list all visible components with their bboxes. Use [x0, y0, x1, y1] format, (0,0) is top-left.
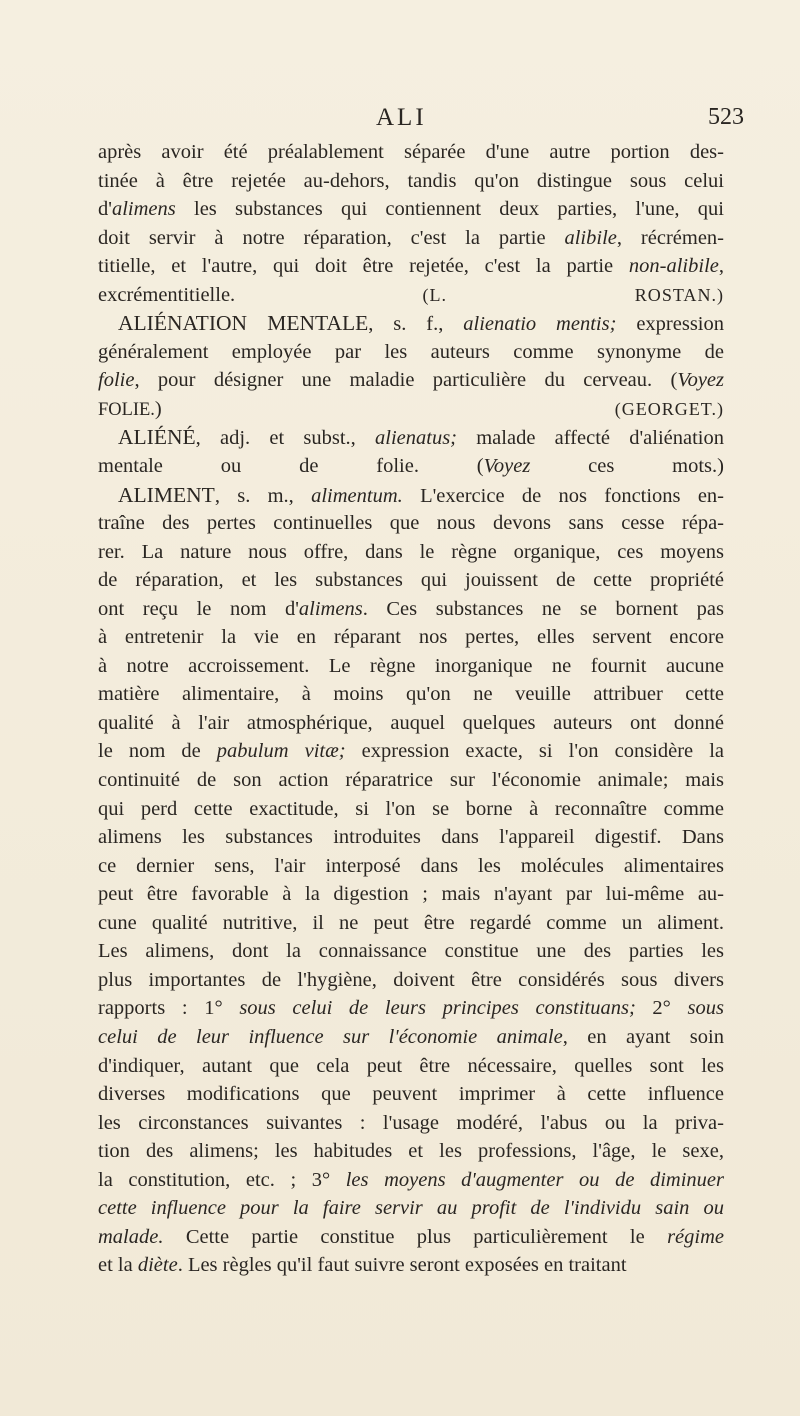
text-line — [98, 1109, 724, 1138]
text-run: titielle, et l'autre, qui doit être rejetée, c'est la partie — [98, 255, 629, 278]
text-line — [98, 224, 724, 253]
text-line — [98, 167, 724, 196]
text-run: expression exacte, si l'on considère la — [345, 740, 725, 763]
text-run: , s. m., — [214, 484, 312, 507]
italic-run: non-alibile — [628, 255, 719, 278]
text-line — [98, 1251, 724, 1280]
italic-run: alienatus; — [375, 427, 458, 450]
text-run: rer. La nature nous offre, dans le règne organique, ces moyens — [98, 540, 724, 563]
text-line — [98, 680, 724, 709]
text-run: à entretenir la vie en réparant nos pertes, elles servent encore — [98, 626, 724, 649]
text-run: expression — [616, 313, 724, 336]
text-line — [98, 766, 724, 795]
text-run: continuité de son action réparatrice sur l'économie animale; mais — [98, 769, 724, 792]
italic-run: celui de leur influence sur l'économie animale — [98, 1025, 563, 1048]
page-number: 523 — [708, 104, 744, 130]
italic-run: régime — [667, 1225, 724, 1248]
text-line — [98, 652, 724, 681]
text-line — [98, 538, 724, 567]
text-run: . Les règles qu'il faut suivre seront exposées en traitant — [177, 1254, 627, 1277]
cross-reference: FOLIE. — [98, 398, 155, 419]
text-run: ) — [154, 397, 615, 420]
text-line — [98, 1166, 724, 1195]
text-line — [98, 852, 724, 881]
text-run: de réparation, et les substances qui jouissent de cette propriété — [98, 569, 724, 592]
text-line — [98, 1223, 724, 1252]
text-line — [98, 309, 724, 338]
italic-run: diète — [137, 1254, 178, 1277]
author-signature: (GEORGET.) — [614, 398, 724, 419]
text-line — [98, 481, 724, 510]
text-line — [98, 1080, 724, 1109]
text-run: malade affecté d'aliénation — [457, 427, 724, 450]
running-head: ALI — [376, 104, 427, 131]
italic-run: alimentum. — [311, 484, 403, 507]
text-line — [98, 937, 724, 966]
text-run: , adj. et subst., — [195, 427, 376, 450]
text-run: à notre accroissement. Le règne inorganique ne fournit aucune — [98, 654, 724, 677]
text-run: , récrémen- — [616, 226, 725, 249]
text-run: peut être favorable à la digestion ; mais n'ayant par lui-même au- — [98, 883, 724, 906]
italic-run: alibile — [564, 226, 617, 249]
italic-run: Voyez — [483, 455, 531, 478]
text-line — [98, 737, 724, 766]
text-line — [98, 423, 724, 452]
text-run: après avoir été préalablement séparée d'une autre portion des- — [98, 141, 724, 163]
text-line — [98, 880, 724, 909]
text-line — [98, 138, 724, 167]
italic-run: sous — [687, 997, 725, 1020]
text-run: les substances qui contiennent deux parties, l'une, qui — [175, 198, 724, 221]
text-line — [98, 623, 724, 652]
text-line — [98, 1194, 724, 1223]
text-run: doit servir à notre réparation, c'est la partie — [98, 226, 565, 249]
text-run: , en ayant soin — [562, 1025, 724, 1048]
italic-run: alimens — [111, 198, 176, 221]
text-run: les circonstances suivantes : l'usage modéré, l'abus ou la priva- — [98, 1111, 724, 1134]
text-line — [98, 566, 724, 595]
text-run: 2° — [635, 997, 688, 1020]
text-run: d'indiquer, autant que cela peut être nécessaire, quelles sont les — [98, 1054, 724, 1077]
text-line — [98, 452, 724, 481]
author-signature: (L. ROSTAN.) — [422, 284, 724, 305]
text-run: qui perd cette exactitude, si l'on se borne à reconnaître comme — [98, 797, 724, 820]
italic-run: sous celui de leurs principes constituans; — [239, 997, 636, 1020]
text-line — [98, 395, 724, 424]
text-run: , — [718, 255, 724, 278]
italic-run: alienatio mentis; — [463, 313, 617, 336]
text-run: plus importantes de l'hygiène, doivent être considérés sous divers — [98, 968, 724, 991]
italic-run: alimens — [298, 597, 363, 620]
text-run: d' — [98, 198, 112, 221]
text-run: Cette partie constitue plus particulièrement le — [163, 1225, 668, 1248]
text-line — [98, 795, 724, 824]
text-run: , pour désigner une maladie particulière du cerveau. ( — [134, 369, 678, 392]
text-run: qualité à l'air atmosphérique, auquel quelques auteurs ont donné — [98, 711, 724, 734]
text-column — [98, 138, 724, 1280]
text-run: alimens les substances introduites dans l'appareil digestif. Dans — [98, 826, 724, 849]
text-run: le nom de — [98, 740, 217, 763]
text-run: Les alimens, dont la connaissance constitue une des parties les — [98, 940, 724, 963]
text-line — [98, 195, 724, 224]
text-line — [98, 909, 724, 938]
text-run: traîne des pertes continuelles que nous devons sans cesse répa- — [98, 512, 724, 535]
entry-headword: ALIMENT — [118, 482, 215, 507]
text-line — [98, 823, 724, 852]
text-run: L'exercice de nos fonctions en- — [402, 484, 724, 507]
text-line — [98, 1137, 724, 1166]
text-line — [98, 994, 724, 1023]
text-line — [98, 1023, 724, 1052]
text-line — [98, 338, 724, 367]
entry-headword: ALIÉNÉ — [118, 425, 196, 450]
italic-run: folie — [98, 369, 135, 392]
text-line — [98, 281, 724, 310]
text-run: mentale ou de folie. ( — [98, 455, 484, 478]
page-header — [0, 98, 800, 138]
entry-headword: ALIÉNATION MENTALE — [118, 311, 369, 336]
italic-run: les moyens d'augmenter ou de diminuer — [345, 1168, 725, 1191]
text-line — [98, 595, 724, 624]
text-run: ces mots.) — [530, 455, 724, 478]
text-run: . Ces substances ne se bornent pas — [362, 597, 724, 620]
text-line — [98, 1052, 724, 1081]
text-run: rapports : 1° — [98, 997, 240, 1020]
text-run: , s. f., — [368, 313, 464, 336]
italic-run: Voyez — [677, 369, 724, 392]
text-run: diverses modifications que peuvent imprimer à cette influence — [98, 1083, 724, 1106]
text-run: généralement employée par les auteurs comme synonyme de — [98, 340, 724, 363]
text-run: tion des alimens; les habitudes et les professions, l'âge, le sexe, — [98, 1140, 724, 1163]
text-line — [98, 252, 724, 281]
text-run: excrémentitielle. — [98, 283, 423, 306]
text-line — [98, 966, 724, 995]
text-line — [98, 509, 724, 538]
italic-run: malade. — [98, 1225, 164, 1248]
text-line — [98, 366, 724, 395]
text-run: et la — [98, 1254, 138, 1277]
text-run: ce dernier sens, l'air interposé dans les molécules alimentaires — [98, 854, 724, 877]
text-line — [98, 709, 724, 738]
text-run: la constitution, etc. ; 3° — [98, 1168, 346, 1191]
text-run: cune qualité nutritive, il ne peut être regardé comme un aliment. — [98, 911, 724, 934]
text-run: ont reçu le nom d' — [98, 597, 299, 620]
text-run: tinée à être rejetée au-dehors, tandis qu'on distingue sous celui — [98, 169, 724, 192]
text-run: matière alimentaire, à moins qu'on ne veuille attribuer cette — [98, 683, 724, 706]
italic-run: pabulum vitæ; — [216, 740, 346, 763]
italic-run: cette influence pour la faire servir au profit de l'individu sain ou — [98, 1197, 724, 1220]
